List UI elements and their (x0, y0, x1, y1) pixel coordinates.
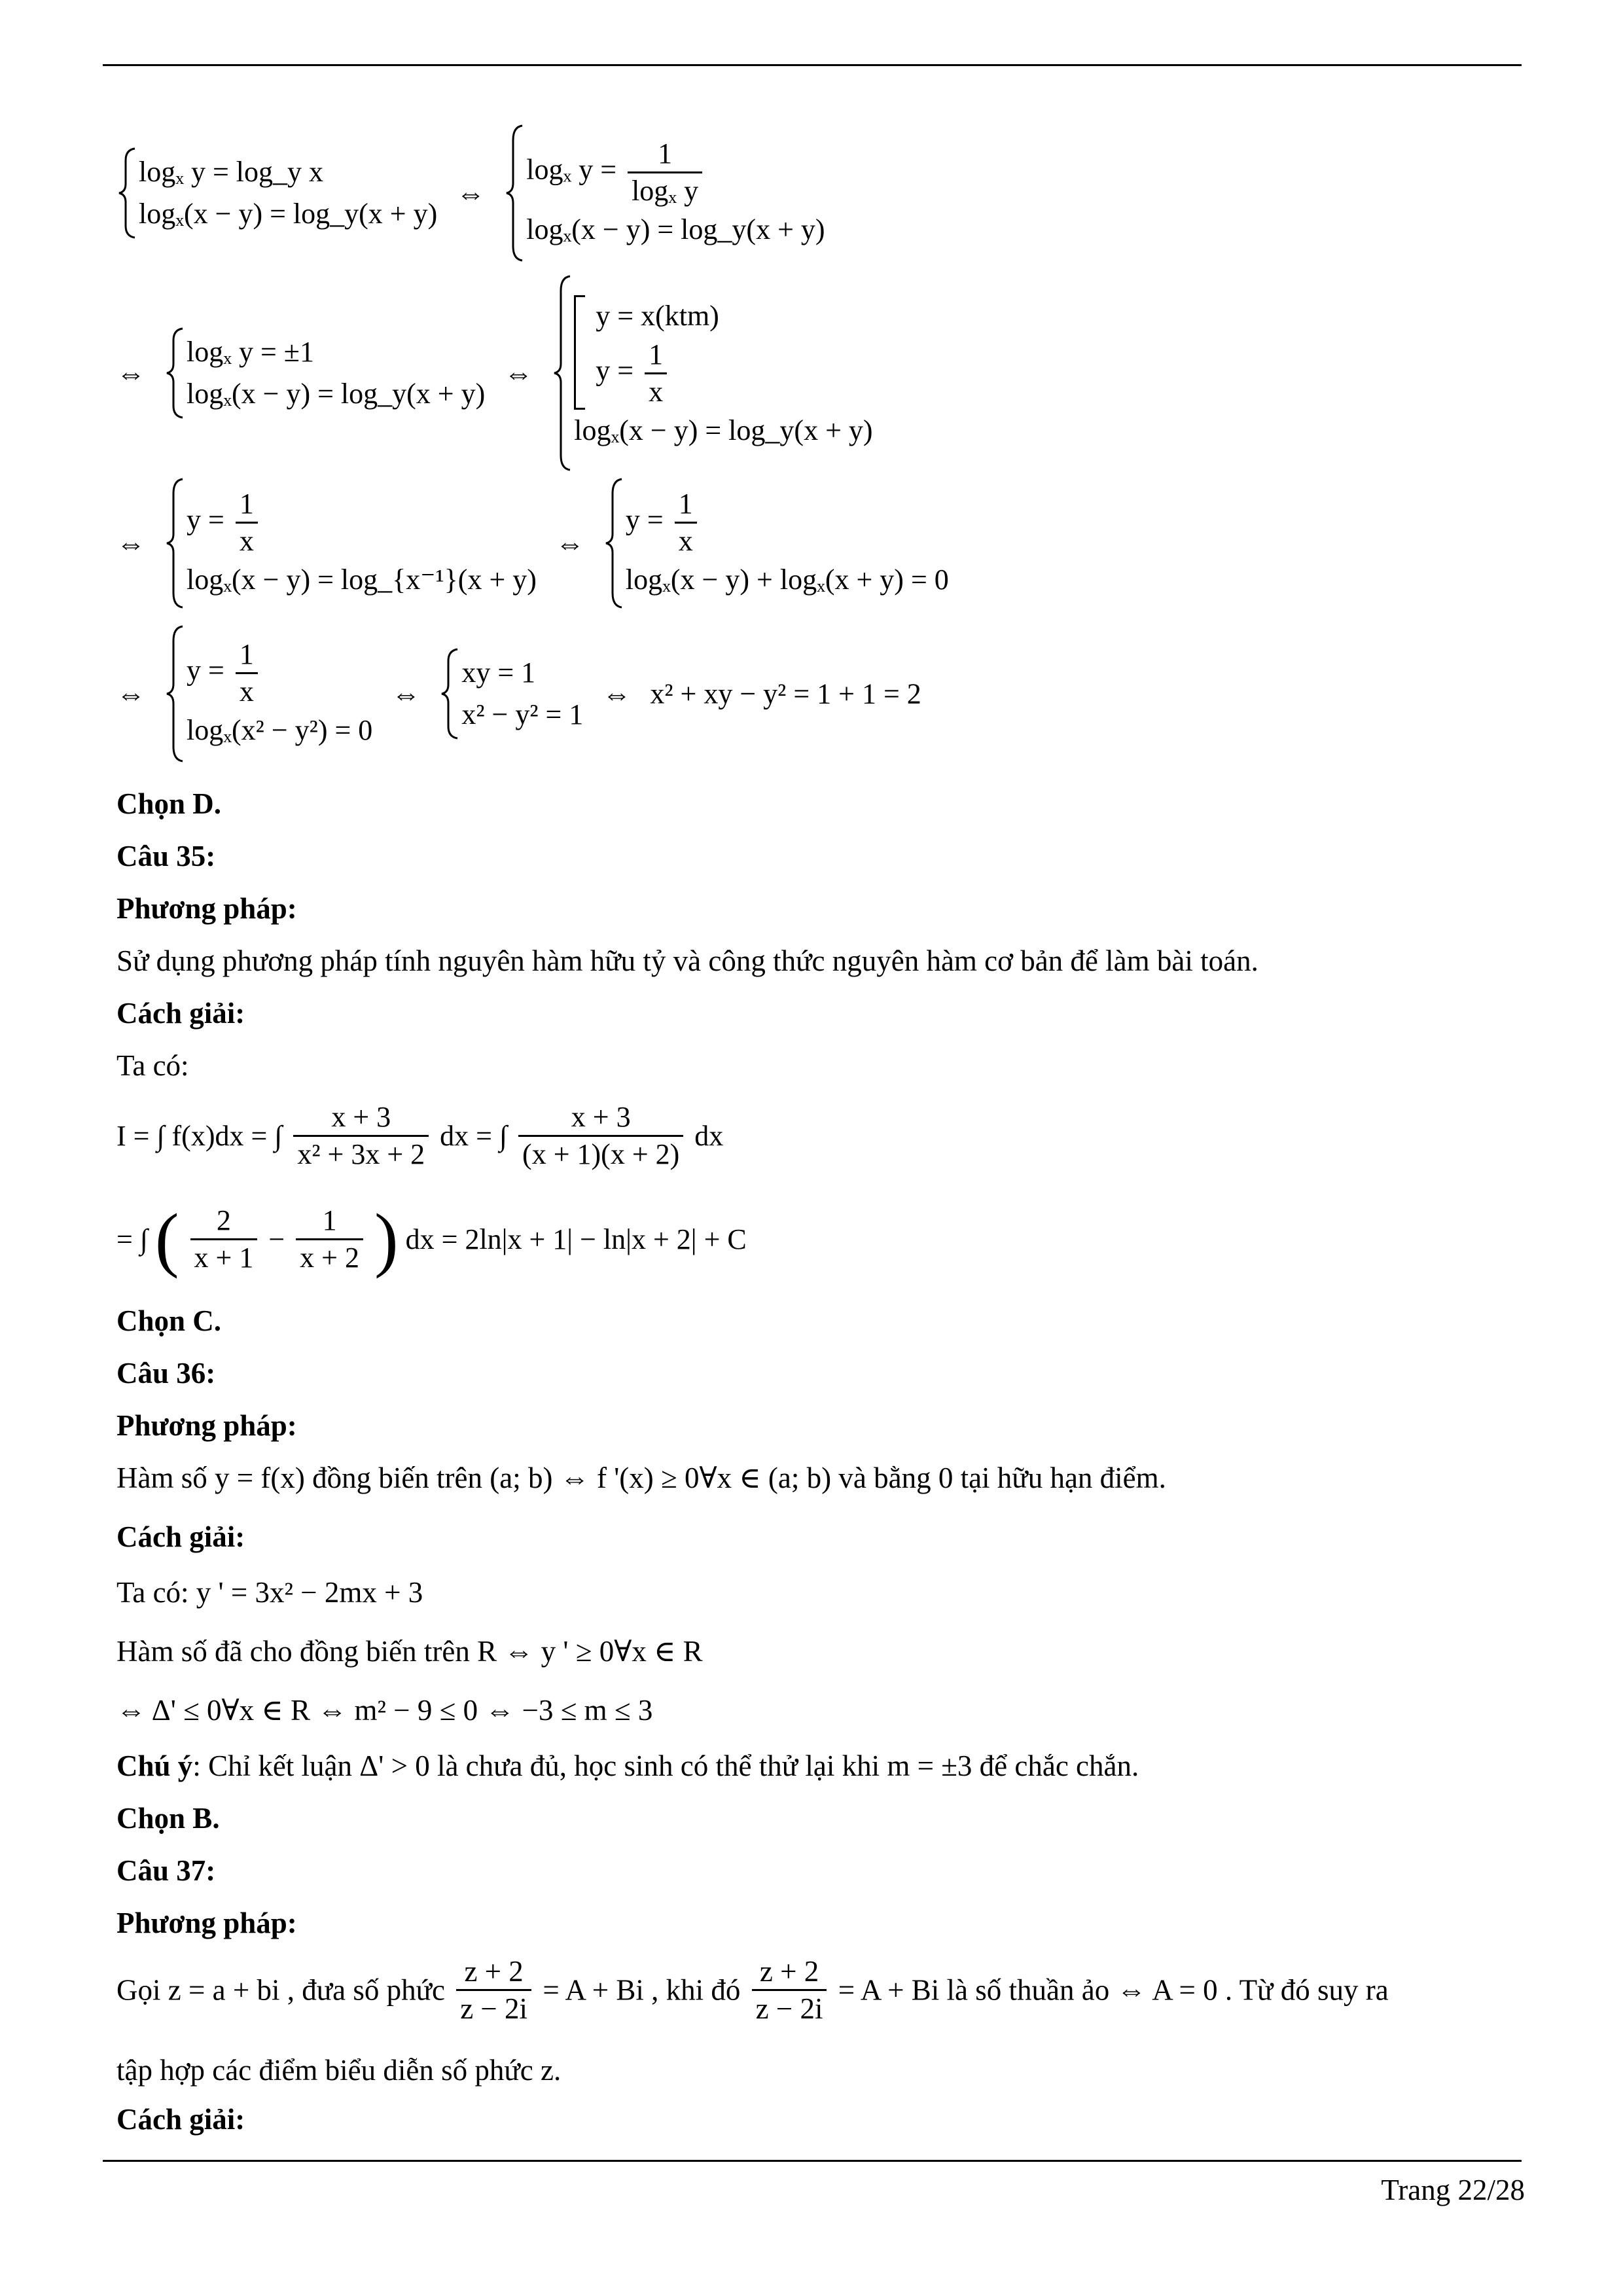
eq-text: = ∫ (116, 1223, 148, 1255)
solution-heading: Cách giải: (116, 1520, 245, 1553)
eq-result: x² + xy − y² = 1 + 1 = 2 (650, 677, 921, 710)
eq-line: logₓ(x − y) = log_{x⁻¹}(x + y) (187, 563, 537, 596)
system-left-2 (164, 327, 485, 419)
eq-text: y = (625, 503, 671, 536)
footer-rule (103, 2160, 1522, 2162)
fraction-numerator: 1 (628, 136, 702, 173)
system-middle-4 (439, 648, 583, 740)
eq-text: = A + Bi là số thuần ảo ⇔ A = 0 . Từ đó suy ra (838, 1973, 1389, 2007)
fraction-numerator: x + 3 (518, 1100, 683, 1137)
fraction (296, 1203, 363, 1276)
method-heading: Phương pháp: (116, 1907, 297, 1939)
fraction-numerator: 2 (190, 1203, 258, 1240)
question-37-heading: Câu 37: (116, 1854, 216, 1887)
brace-icon (552, 275, 574, 471)
fraction-numerator: 1 (675, 486, 697, 524)
system-left-1 (116, 147, 437, 239)
fraction-denominator: z − 2i (460, 1992, 528, 2025)
fraction-numerator: z + 2 (456, 1954, 531, 1991)
eq-line: xy = 1 (461, 656, 536, 689)
eq-line: logₓ y = ±1 (187, 336, 314, 368)
eq-text: y = (596, 354, 641, 387)
system-step-4 (116, 625, 921, 762)
fraction (518, 1100, 683, 1172)
eq-line: logₓ(x − y) = log_y(x + y) (574, 414, 873, 446)
method-text-37-line2: tập hợp các điểm biểu diễn số phức z. (116, 2054, 562, 2087)
note-label: Chú ý (116, 1749, 193, 1782)
fraction (190, 1203, 258, 1276)
fraction-denominator: x (678, 524, 693, 557)
eq-line: logₓ(x² − y²) = 0 (187, 713, 373, 746)
eq-line: logₓ(x − y) = log_y(x + y) (187, 378, 486, 410)
system-right-3 (603, 478, 949, 609)
eq-line: logₓ y = log_y x (139, 156, 324, 188)
bracket-icon (574, 295, 585, 410)
eq-text: y = (187, 654, 232, 687)
fraction-denominator: (x + 1)(x + 2) (522, 1138, 680, 1170)
iff-symbol: ⇔ (602, 677, 632, 710)
iff-symbol: ⇔ (116, 357, 145, 389)
eq-text: I = ∫ f(x)dx = ∫ (116, 1120, 283, 1152)
method-heading: Phương pháp: (116, 892, 297, 925)
fraction-numerator: 1 (236, 486, 258, 524)
fraction-denominator: x (239, 675, 254, 708)
fraction-denominator: z − 2i (755, 1992, 823, 2025)
system-left-3 (164, 478, 537, 609)
fraction (675, 486, 697, 559)
eq-text: y = (187, 503, 232, 536)
brace-icon (439, 648, 461, 740)
delta-line: ⇔ Δ' ≤ 0∀x ∈ R ⇔ m² − 9 ≤ 0 ⇔ −3 ≤ m ≤ 3 (116, 1694, 653, 1727)
eq-line: logₓ(x − y) = log_y(x + y) (526, 213, 825, 245)
fraction (752, 1954, 827, 2026)
iff-symbol: ⇔ (555, 527, 584, 560)
method-text: Hàm số y = f(x) đồng biến trên (a; b) ⇔ f '(x) ≥ 0∀x ∈ (a; b) và bằng 0 tại hữu hạn điểm. (116, 1462, 1166, 1494)
system-left-4 (164, 625, 372, 762)
fraction (236, 637, 258, 709)
iff-symbol: ⇔ (116, 527, 145, 560)
brace-icon (164, 478, 187, 609)
fraction (236, 486, 258, 559)
eq-text: Gọi z = a + bi , đưa số phức (116, 1973, 445, 2007)
fraction-denominator: logₓ y (632, 174, 699, 207)
fraction-denominator: x (239, 524, 254, 557)
fraction-numerator: 1 (236, 637, 258, 674)
integral-line-1 (116, 1100, 723, 1172)
system-step-1 (116, 124, 825, 262)
derivative-line: Ta có: y ' = 3x² − 2mx + 3 (116, 1576, 423, 1609)
note-line (116, 1748, 1139, 1784)
answer-d: Chọn D. (116, 787, 222, 820)
eq-line: x² − y² = 1 (461, 698, 584, 730)
iff-symbol: ⇔ (456, 177, 486, 209)
iff-symbol: ⇔ (116, 677, 145, 710)
answer-c: Chọn C. (116, 1304, 222, 1337)
system-step-2 (116, 275, 873, 471)
system-step-3 (116, 478, 949, 609)
condition-line: Hàm số đã cho đồng biến trên R ⇔ y ' ≥ 0∀x ∈ R (116, 1635, 703, 1668)
fraction (293, 1100, 429, 1172)
page-number: Trang 22/28 (1381, 2174, 1525, 2206)
header-rule (103, 64, 1522, 66)
method-heading: Phương pháp: (116, 1409, 297, 1442)
fraction-numerator: x + 3 (293, 1100, 429, 1137)
solution-heading: Cách giải: (116, 997, 245, 1030)
eq-text: logₓ y = (526, 153, 624, 186)
eq-text: dx = ∫ (440, 1120, 508, 1152)
eq-text: dx (694, 1120, 724, 1152)
eq-text: = A + Bi , khi đó (543, 1973, 741, 2007)
eq-text: dx = 2ln|x + 1| − ln|x + 2| + C (405, 1223, 747, 1255)
brace-icon (116, 147, 139, 239)
brace-icon (603, 478, 626, 609)
answer-b: Chọn B. (116, 1802, 220, 1835)
paren-open-icon: ( (154, 1199, 179, 1279)
brace-icon (164, 327, 187, 419)
eq-line: y = x(ktm) (596, 299, 719, 332)
system-right-2 (552, 275, 872, 471)
fraction-numerator: 1 (296, 1203, 363, 1240)
eq-line: logₓ(x − y) + logₓ(x + y) = 0 (625, 563, 949, 596)
brace-icon (164, 625, 187, 762)
fraction-numerator: z + 2 (752, 1954, 827, 1991)
fraction (456, 1954, 531, 2026)
integral-line-2 (116, 1198, 747, 1281)
eq-line: logₓ(x − y) = log_y(x + y) (139, 198, 438, 230)
ta-co-label: Ta có: (116, 1049, 189, 1082)
fraction-denominator: x + 1 (194, 1242, 254, 1274)
system-right-1 (504, 124, 825, 262)
method-text-37 (116, 1954, 1389, 2026)
fraction-denominator: x² + 3x + 2 (297, 1138, 425, 1170)
eq-text: − (268, 1223, 285, 1255)
fraction-denominator: x (649, 375, 664, 408)
note-text: : Chỉ kết luận Δ' > 0 là chưa đủ, học sinh có thể thử lại khi m = ±3 để chắc chắn. (192, 1749, 1139, 1782)
fraction-denominator: x + 2 (300, 1242, 359, 1274)
fraction (628, 136, 702, 209)
solution-heading: Cách giải: (116, 2103, 245, 2136)
iff-symbol: ⇔ (391, 677, 421, 710)
brace-icon (504, 124, 526, 262)
fraction-numerator: 1 (645, 337, 667, 374)
fraction (645, 337, 667, 410)
method-text: Sử dụng phương pháp tính nguyên hàm hữu tỷ và công thức nguyên hàm cơ bản để làm bài toán. (116, 944, 1258, 977)
iff-symbol: ⇔ (504, 357, 533, 389)
question-35-heading: Câu 35: (116, 840, 216, 872)
question-36-heading: Câu 36: (116, 1357, 216, 1390)
paren-close-icon: ) (374, 1199, 399, 1279)
